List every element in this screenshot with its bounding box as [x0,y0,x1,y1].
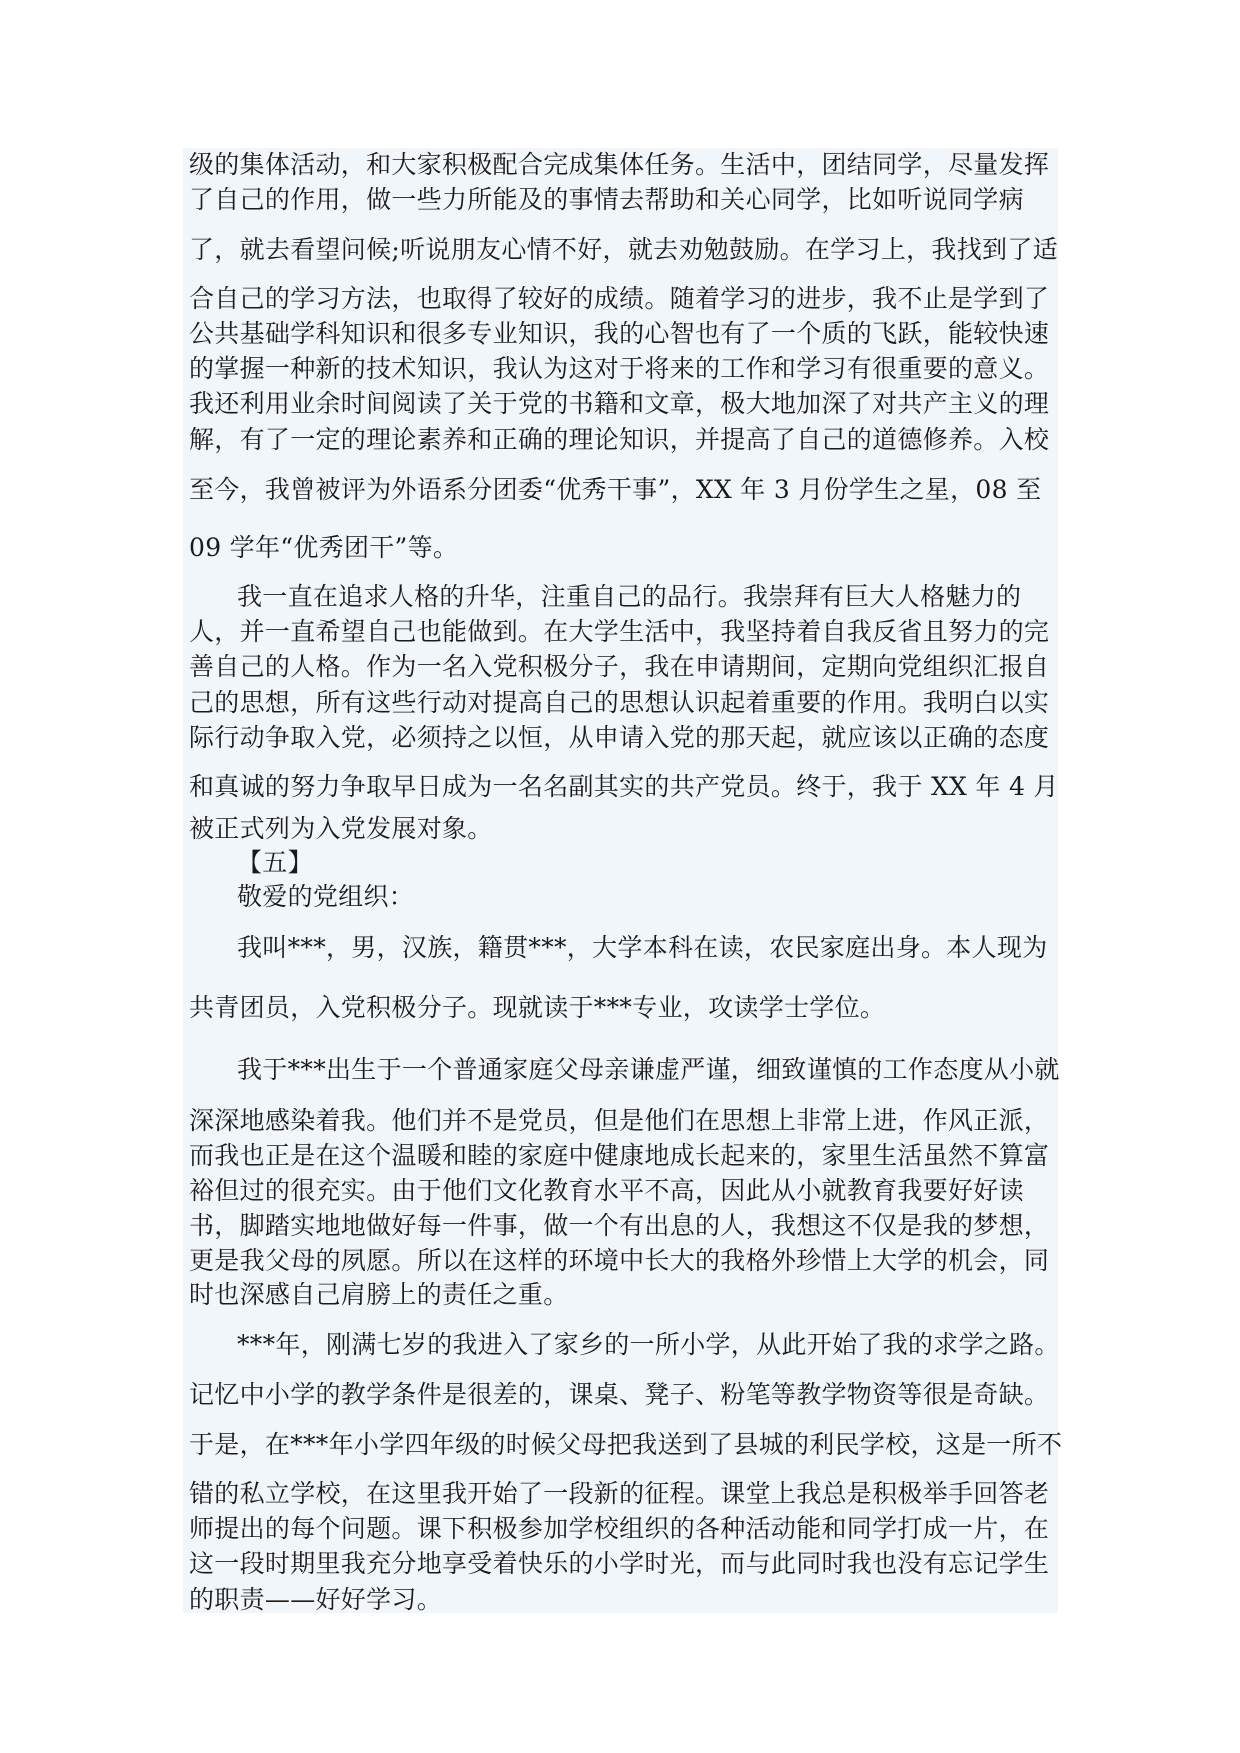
text-line: 的掌握一种新的技术知识，我认为这对于将来的工作和学习有很重要的意义。 [189,354,1050,383]
text-line: 己的思想，所有这些行动对提高自己的思想认识起着重要的作用。我明白以实 [189,688,1050,717]
text-line: 了自己的作用，做一些力所能及的事情去帮助和关心同学，比如听说同学病 [189,185,1024,214]
text-line: 而我也正是在这个温暖和睦的家庭中健康地成长起来的，家里生活虽然不算富 [189,1141,1050,1170]
text-line: 级的集体活动，和大家积极配合完成集体任务。生活中，团结同学，尽量发挥 [189,150,1050,179]
text-line: 善自己的人格。作为一名入党积极分子，我在申请期间，定期向党组织汇报自 [189,652,1050,681]
text-line: 了，就去看望问候;听说朋友心情不好，就去劝勉鼓励。在学习上，我找到了适 [189,235,1058,264]
text-line: 我一直在追求人格的升华，注重自己的品行。我崇拜有巨大人格魅力的 [237,582,1022,611]
text-line: 人，并一直希望自己也能做到。在大学生活中，我坚持着自我反省且努力的完 [189,617,1050,646]
salutation: 敬爱的党组织： [237,882,415,911]
text-line: 记忆中小学的教学条件是很差的，课桌、凳子、粉笔等教学物资等很是奇缺。 [189,1380,1050,1409]
text-line: 我还利用业余时间阅读了关于党的书籍和文章，极大地加深了对共产主义的理 [189,389,1050,418]
section-heading: 【五】 [237,848,313,877]
text-line: 至今，我曾被评为外语系分团委“优秀干事”，XX 年 3 月份学生之星，08 至 [189,475,1042,504]
text-line: 我于***出生于一个普通家庭父母亲谦虚严谨，细致谨慎的工作态度从小就 [237,1055,1060,1084]
text-line: 裕但过的很充实。由于他们文化教育水平不高，因此从小就教育我要好好读 [189,1176,1024,1205]
text-line: 公共基础学科知识和很多专业知识，我的心智也有了一个质的飞跃，能较快速 [189,319,1050,348]
text-line: 我叫***，男，汉族，籍贯***，大学本科在读，农民家庭出身。本人现为 [237,933,1048,962]
text-line: 更是我父母的夙愿。所以在这样的环境中长大的我格外珍惜上大学的机会，同 [189,1246,1050,1275]
text-line: 共青团员，入党积极分子。现就读于***专业，攻读学士学位。 [189,993,886,1022]
text-line: 于是，在***年小学四年级的时候父母把我送到了县城的利民学校，这是一所不 [189,1430,1063,1459]
text-line: 际行动争取入党，必须持之以恒，从申请入党的那天起，就应该以正确的态度 [189,723,1050,752]
text-line: 和真诚的努力争取早日成为一名名副其实的共产党员。终于，我于 XX 年 4 月 [189,772,1059,801]
text-line: 09 学年“优秀团干”等。 [189,533,459,562]
text-line: 被正式列为入党发展对象。 [189,814,493,843]
text-line: 书，脚踏实地地做好每一件事，做一个有出息的人，我想这不仅是我的梦想， [189,1211,1050,1240]
text-line: 这一段时期里我充分地享受着快乐的小学时光，而与此同时我也没有忘记学生 [189,1549,1050,1578]
text-line: 的职责——好好学习。 [189,1585,443,1614]
text-line: 错的私立学校，在这里我开始了一段新的征程。课堂上我总是积极举手回答老 [189,1479,1050,1508]
text-line: 时也深感自己肩膀上的责任之重。 [189,1280,569,1309]
text-line: ***年，刚满七岁的我进入了家乡的一所小学，从此开始了我的求学之路。 [237,1330,1060,1359]
text-line: 师提出的每个问题。课下积极参加学校组织的各种活动能和同学打成一片，在 [189,1514,1050,1543]
text-line: 深深地感染着我。他们并不是党员，但是他们在思想上非常上进，作风正派， [189,1106,1050,1135]
text-line: 合自己的学习方法，也取得了较好的成绩。随着学习的进步，我不止是学到了 [189,284,1050,313]
text-line: 解，有了一定的理论素养和正确的理论知识，并提高了自己的道德修养。入校 [189,425,1050,454]
